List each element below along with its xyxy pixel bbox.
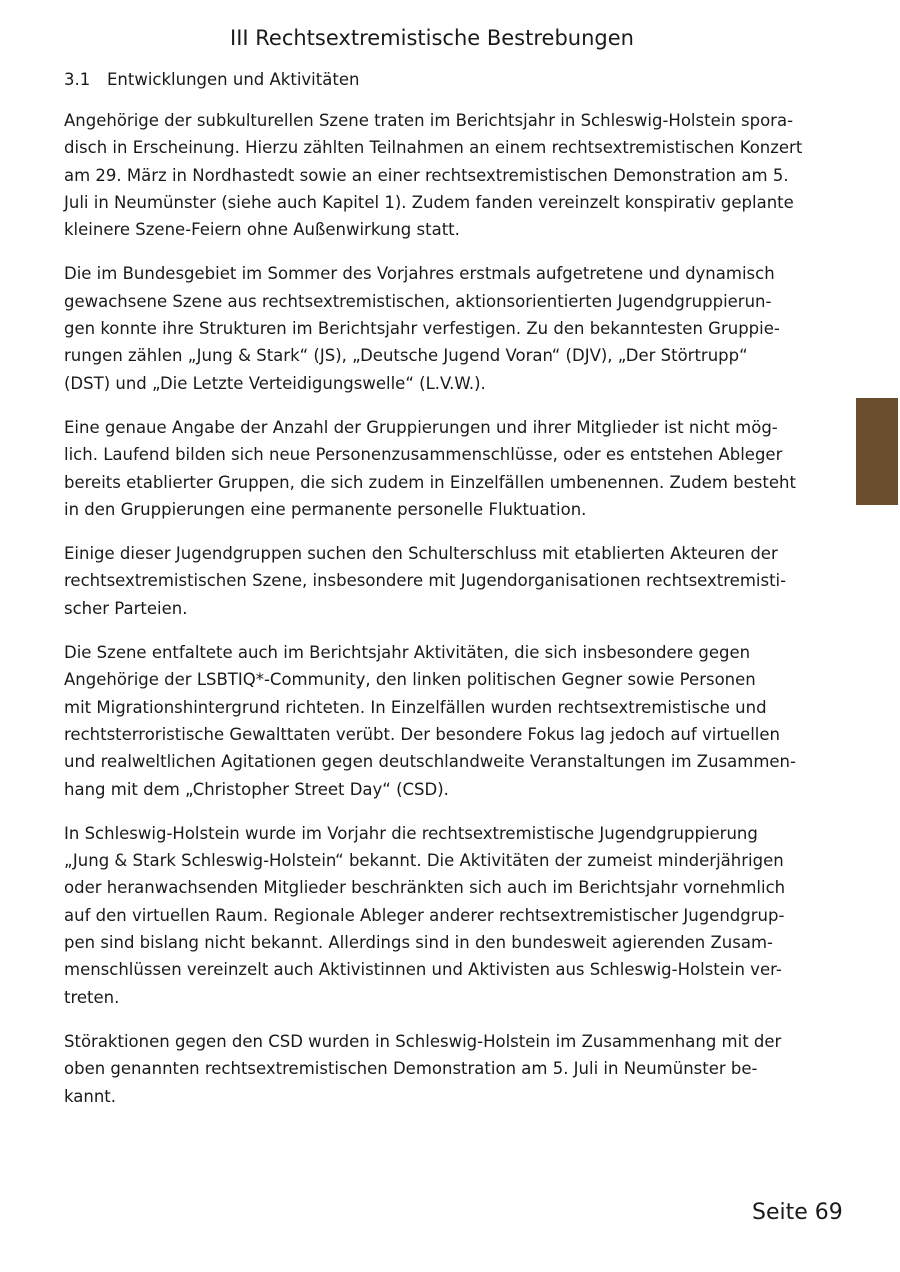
paragraph-4	[64, 540, 800, 622]
text-line: Die Szene entfaltete auch im Berichtsjahr Aktivitäten, die sich insbesondere gegen	[64, 643, 751, 663]
text-line: Einige dieser Jugendgruppen suchen den Schulterschluss mit etablierten Akteuren der	[64, 544, 778, 564]
text-line: scher Parteien.	[64, 598, 188, 618]
text-line: Angehörige der subkulturellen Szene traten im Berichtsjahr in Schleswig-Holstein spora-	[64, 111, 794, 130]
text-line: rechtsextremistischen Szene, insbesondere mit Jugendorganisationen rechtsextremisti-	[64, 571, 787, 591]
section-heading	[64, 68, 359, 92]
body-text	[64, 107, 803, 1127]
paragraph-7	[64, 1028, 800, 1110]
text-line: mit Migrationshintergrund richteten. In Einzelfällen wurden rechtsextremistische und	[64, 697, 767, 717]
paragraph-6	[64, 820, 800, 1011]
text-line: rungen zählen „Jung & Stark“ (JS), „Deutsche Jugend Voran“ (DJV), „Der Störtrupp“	[64, 346, 748, 366]
paragraph-5	[64, 639, 800, 803]
text-line: hang mit dem „Christopher Street Day“ (CSD).	[64, 779, 449, 799]
text-line: Störaktionen gegen den CSD wurden in Schleswig-Holstein im Zusammenhang mit der	[64, 1031, 782, 1051]
text-line: gewachsene Szene aus rechtsextremistischen, aktionsorientierten Jugendgruppierun-	[64, 291, 772, 311]
page-number: Seite 69	[752, 1200, 843, 1225]
chapter-tab-marker	[856, 398, 898, 505]
chapter-title: III Rechtsextremistische Bestrebungen	[230, 26, 634, 50]
text-line: auf den virtuellen Raum. Regionale Ableger anderer rechtsextremistischer Jugendgrup-	[64, 905, 785, 925]
text-line: kleinere Szene-Feiern ohne Außenwirkung statt.	[64, 220, 460, 240]
text-line: in den Gruppierungen eine permanente personelle Fluktuation.	[64, 499, 587, 519]
text-line: disch in Erscheinung. Hierzu zählten Teilnahmen an einem rechtsextremistischen Konzert	[64, 138, 803, 158]
text-line: kannt.	[64, 1086, 117, 1106]
text-line: am 29. März in Nordhastedt sowie an einer rechtsextremistischen Demonstration am 5.	[64, 165, 789, 185]
paragraph-2	[64, 260, 800, 396]
text-line: „Jung & Stark Schleswig-Holstein“ bekannt. Die Aktivitäten der zumeist minderjährigen	[64, 851, 784, 871]
section-number: 3.1	[64, 70, 91, 89]
text-line: Juli in Neumünster (siehe auch Kapitel 1). Zudem fanden vereinzelt konspirativ geplante	[64, 192, 794, 212]
text-line: (DST) und „Die Letzte Verteidigungswelle“ (L.V.W.).	[64, 373, 486, 393]
text-line: pen sind bislang nicht bekannt. Allerdings sind in den bundesweit agierenden Zusam-	[64, 933, 774, 953]
text-line: und realweltlichen Agitationen gegen deutschlandweite Veranstaltungen im Zusammen-	[64, 752, 796, 772]
text-line: oder heranwachsenden Mitglieder beschränkten sich auch im Berichtsjahr vornehmlich	[64, 878, 786, 898]
paragraph-1	[64, 107, 803, 243]
text-line: treten.	[64, 987, 120, 1007]
text-line: lich. Laufend bilden sich neue Personenzusammenschlüsse, oder es entstehen Ableger	[64, 445, 783, 465]
text-line: Die im Bundesgebiet im Sommer des Vorjahres erstmals aufgetretene und dynamisch	[64, 264, 775, 284]
section-title: Entwicklungen und Aktivitäten	[107, 70, 360, 89]
text-line: gen konnte ihre Strukturen im Berichtsjahr verfestigen. Zu den bekanntesten Gruppie-	[64, 319, 780, 339]
text-line: Eine genaue Angabe der Anzahl der Gruppierungen und ihrer Mitglieder ist nicht mög-	[64, 417, 778, 437]
text-line: bereits etablierter Gruppen, die sich zudem in Einzelfällen umbenennen. Zudem besteht	[64, 472, 796, 492]
paragraph-3	[64, 414, 800, 523]
text-line: Angehörige der LSBTIQ*-Community, den linken politischen Gegner sowie Personen	[64, 670, 756, 690]
text-line: rechtsterroristische Gewalttaten verübt. Der besondere Fokus lag jedoch auf virtuellen	[64, 724, 780, 744]
text-line: menschlüssen vereinzelt auch Aktivistinnen und Aktivisten aus Schleswig-Holstein ver-	[64, 960, 782, 980]
text-line: oben genannten rechtsextremistischen Demonstration am 5. Juli in Neumünster be-	[64, 1059, 758, 1079]
text-line: In Schleswig-Holstein wurde im Vorjahr die rechtsextremistische Jugendgruppierung	[64, 823, 758, 843]
